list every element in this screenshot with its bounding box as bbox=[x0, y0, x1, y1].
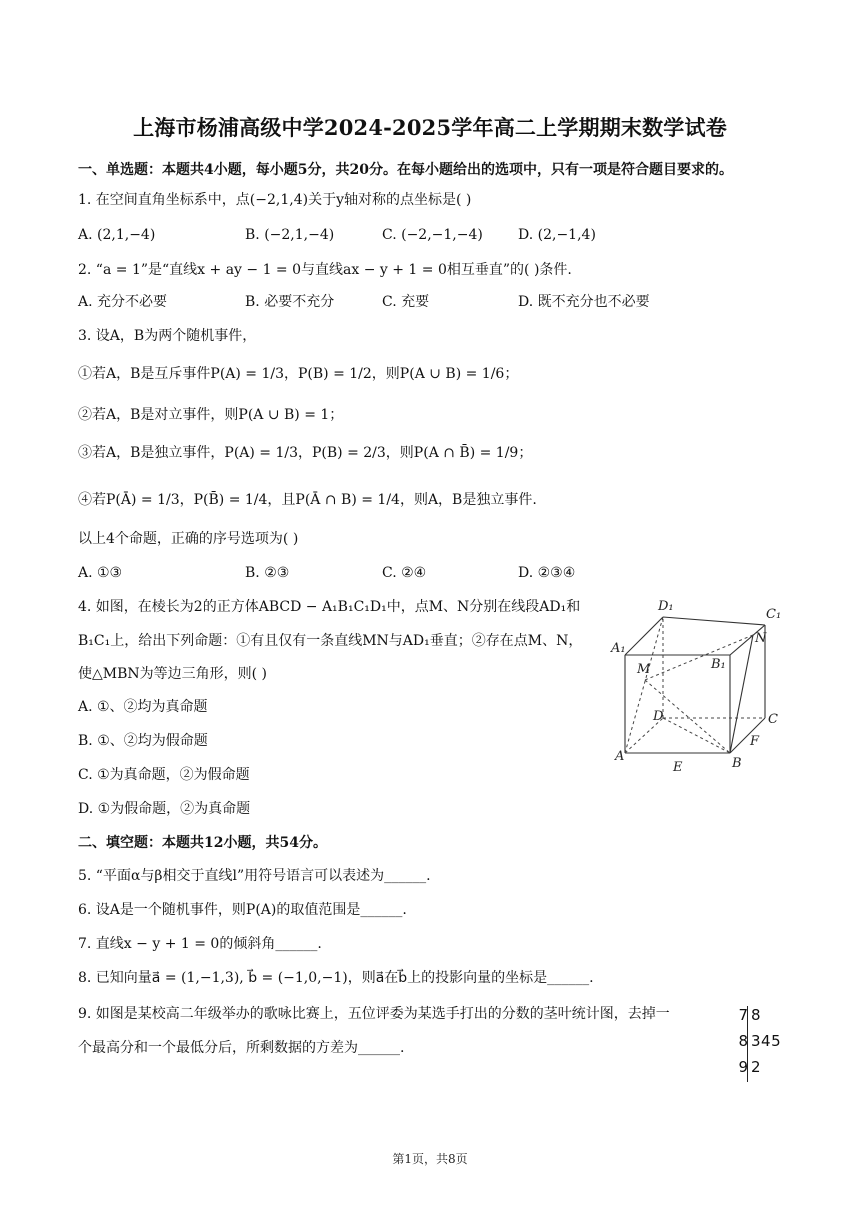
q1-option-a: A. (2,1,−4) bbox=[78, 227, 156, 243]
label-d1: D₁ bbox=[658, 599, 674, 614]
q1-option-d: D. (2,−1,4) bbox=[518, 227, 596, 243]
edge-ad1 bbox=[625, 617, 663, 753]
page-footer: 第1页，共8页 bbox=[392, 1152, 468, 1166]
edge-db bbox=[663, 718, 730, 753]
q4-option-c: C. ①为真命题，②为假命题 bbox=[78, 767, 250, 783]
leaf-values: 345 bbox=[751, 1032, 782, 1050]
q4-option-d: D. ①为假命题，②为真命题 bbox=[78, 801, 251, 817]
label-e: E bbox=[673, 760, 683, 775]
label-d: D bbox=[653, 709, 664, 724]
stem-leaf-row bbox=[738, 1006, 762, 1024]
q8-text: 8. 已知向量a⃗ = (1,−1,3), b⃗ = (−1,0,−1)，则a⃗在b⃗上的投影向量的坐标是______. bbox=[78, 970, 594, 986]
stem-value: 8 bbox=[738, 1032, 748, 1050]
q9-text-line2: 个最高分和一个最低分后，所剩数据的方差为______. bbox=[78, 1040, 405, 1056]
q3-option-d: D. ②③④ bbox=[518, 565, 576, 581]
stem-leaf-plot bbox=[738, 1006, 808, 1084]
label-b: B bbox=[732, 756, 742, 771]
q5-text: 5. “平面α与β相交于直线l”用符号语言可以表述为______. bbox=[78, 868, 431, 884]
q1-option-b: B. (−2,1,−4) bbox=[245, 227, 335, 243]
q2-stem: 2. “a = 1”是“直线x + ay − 1 = 0与直线ax − y + 1 = 0相互垂直”的( )条件. bbox=[78, 262, 572, 278]
q3-statement-1: ①若A，B是互斥事件P(A) = 1/3，P(B) = 1/2，则P(A ∪ B) = 1/6； bbox=[78, 366, 519, 382]
label-b1: B₁ bbox=[711, 657, 726, 672]
label-m: M bbox=[637, 662, 651, 677]
q3-option-b: B. ②③ bbox=[245, 565, 290, 581]
q3-statement-4: ④若P(Ā) = 1/3，P(B̄) = 1/4，且P(Ā ∩ B) = 1/4，则A，B是独立事件. bbox=[78, 492, 537, 508]
q4-option-b: B. ①、②均为假命题 bbox=[78, 733, 208, 749]
exam-title: 上海市杨浦高级中学2024-2025学年高二上学期期末数学试卷 bbox=[133, 115, 727, 140]
q1-option-c: C. (−2,−1,−4) bbox=[382, 227, 483, 243]
label-a1: A₁ bbox=[611, 641, 626, 656]
q3-stem: 3. 设A，B为两个随机事件， bbox=[78, 328, 257, 344]
q4-stem-line2: B₁C₁上，给出下列命题：①有且仅有一条直线MN与AD₁垂直；②存在点M、N， bbox=[78, 633, 583, 649]
stem-value: 9 bbox=[738, 1058, 748, 1076]
q9-text-line1: 9. 如图是某校高二年级举办的歌咏比赛上，五位评委为某选手打出的分数的茎叶统计图，去掉一 bbox=[78, 1006, 670, 1022]
stem-leaf-row bbox=[738, 1058, 762, 1076]
q3-statement-3: ③若A，B是独立事件，P(A) = 1/3，P(B) = 2/3，则P(A ∩ B̄) = 1/9； bbox=[78, 445, 533, 461]
q3-statement-2: ②若A，B是对立事件，则P(A ∪ B) = 1； bbox=[78, 407, 344, 423]
leaf-values: 8 bbox=[751, 1006, 762, 1024]
edge-d1c1 bbox=[663, 617, 765, 625]
section1-heading: 一、单选题：本题共4小题，每小题5分，共20分。在每小题给出的选项中，只有一项是符合题目要求的。 bbox=[78, 162, 733, 178]
label-c: C bbox=[768, 712, 778, 727]
q2-option-a: A. 充分不必要 bbox=[78, 294, 168, 310]
q2-option-d: D. 既不充分也不必要 bbox=[518, 294, 650, 310]
section2-heading: 二、填空题：本题共12小题，共54分。 bbox=[78, 835, 327, 851]
segment-mn bbox=[645, 635, 753, 680]
q2-option-b: B. 必要不充分 bbox=[245, 294, 335, 310]
q3-ask: 以上4个命题，正确的序号选项为( ) bbox=[78, 531, 299, 547]
q6-text: 6. 设A是一个随机事件，则P(A)的取值范围是______. bbox=[78, 902, 407, 918]
q2-option-c: C. 充要 bbox=[382, 294, 430, 310]
stem-leaf-row bbox=[738, 1032, 782, 1050]
label-n: N bbox=[755, 631, 767, 646]
cube-figure bbox=[605, 590, 795, 780]
stem-value: 7 bbox=[738, 1006, 748, 1024]
label-c1: C₁ bbox=[766, 607, 782, 622]
q3-option-a: A. ①③ bbox=[78, 565, 123, 581]
q7-text: 7. 直线x − y + 1 = 0的倾斜角______. bbox=[78, 936, 322, 952]
leaf-values: 2 bbox=[751, 1058, 762, 1076]
q4-option-a: A. ①、②均为真命题 bbox=[78, 699, 208, 715]
q4-stem-line3: 使△MBN为等边三角形，则( ) bbox=[78, 666, 268, 682]
q3-option-c: C. ②④ bbox=[382, 565, 427, 581]
label-a: A bbox=[615, 749, 625, 764]
q4-stem-line1: 4. 如图，在棱长为2的正方体ABCD − A₁B₁C₁D₁中，点M、N分别在线段AD₁和 bbox=[78, 599, 581, 615]
label-f: F bbox=[750, 734, 760, 749]
q1-stem: 1. 在空间直角坐标系中，点(−2,1,4)关于y轴对称的点坐标是( ) bbox=[78, 192, 472, 208]
